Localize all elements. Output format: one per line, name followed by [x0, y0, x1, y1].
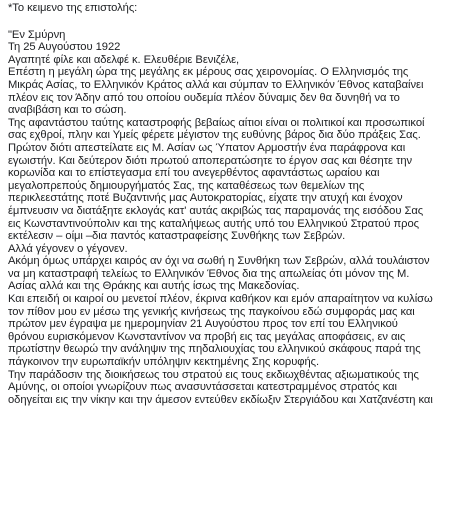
- letter-line: πρώτον μεν έγραψα με ημερομηνίαν 21 Αυγούστου προς τον επί του Ελληνικού: [8, 318, 398, 331]
- letter-line: πλέον εις τον Άδην από του οποίου ουδεμία πλέον δύναμις δεν θα δυνηθή να το: [8, 91, 400, 104]
- letter-line: Την παράδοσιν της διοικήσεως του στρατού εις τους εκδιωχθέντας αξιωματικούς της: [8, 368, 419, 381]
- letter-line: περικλεεστάτης ποτέ Βυζαντινής μας Αυτοκρατορίας, είχατε την ατυχή και ένοχον: [8, 192, 403, 205]
- letter-line: Τη 25 Αυγούστου 1922: [8, 41, 121, 54]
- letter-line: Ακόμη όμως υπάρχει καιρός αν όχι να σωθή η Συνθήκη των Σεβρών, αλλά τουλάιστον: [8, 255, 430, 268]
- letter-line: τον πίθον μου εν μέσω της γενικής κινήσεως της παγκοίνου εδώ συμφοράς μας και: [8, 305, 415, 318]
- letter-line: μεγαλοπρεπούς δημιουργήματός Σας, της καταθέσεως των θεμελίων της: [8, 179, 365, 192]
- letter-text-block: [8, 2, 472, 406]
- letter-line: αναβιβάση και το σώση.: [8, 104, 127, 117]
- letter-line: να μη καταστραφή τελείως το Ελληνικόν Έθνος δια της απωλείας ότι μόνον της Μ.: [8, 267, 410, 280]
- letter-line: Αγαπητέ φίλε και αδελφέ κ. Ελευθέριε Βενιζέλε,: [8, 53, 240, 66]
- letter-line: "Εν Σμύρνη: [8, 28, 66, 41]
- letter-heading: *Το κειμενο της επιστολής:: [8, 2, 138, 14]
- letter-line: πάγκοινον την ευρωπαϊκήν υπόληψιν κεκτημένης Σης κορυφής.: [8, 356, 320, 369]
- letter-line: εκτέλεσιν – οίμι –δια παντός καταστραφείσης Συνθήκης των Σεβρών.: [8, 230, 346, 243]
- letter-line: Μικράς Ασίας, το Ελληνικόν Κράτος αλλά και σύμπαν το Ελληνικόν Έθνος καταβαίνει: [8, 78, 424, 91]
- letter-line: Αλλά γέγονεν ο γέγονεν.: [8, 242, 128, 255]
- letter-line: κορωνίδα και το επίστεγασμα επί του ανεγερθέντος αφαντάστως ωραίου και: [8, 167, 380, 180]
- letter-line: σας εχθροί, πλην και Υμείς φέρετε μέγιστον της ευθύνης βάρος δια δύο πράξεις Σας.: [8, 129, 421, 142]
- letter-line: εγωιστήν. Και δεύτερον διότι πρωτού αποπερατώσητε το έργον σας και θέσητε την: [8, 154, 413, 167]
- letter-line: Της αφαντάστου ταύτης καταστροφής βεβαίως αίτιοι είναι οι πολιτικοί και προσωπικοί: [8, 116, 425, 129]
- letter-line: Αμύνης, οι οποίοι γνωρίζουν πως ανασυντάσσεται κατεστραμμένος στρατός και: [8, 381, 397, 394]
- letter-line: Πρώτον διότι απεστείλατε εις Μ. Ασίαν ως Ύπατον Αρμοστήν ένα παράφρονα και: [8, 141, 406, 154]
- letter-line: έμπνευσιν να διατάξητε εκλογάς κατ' αυτάς ακριβώς τας παραμονάς της εισόδου Σας: [8, 204, 424, 217]
- letter-line: θρόνου ευρισκόμενον Κωνσταντίνον να προβή εις τας μεγάλας αποφάσεις, εν αις: [8, 330, 406, 343]
- letter-line: πρωτίστην θεωρώ την ανάληψιν της πηδαλιουχίας του ελληνικού σκάφους παρά της: [8, 343, 421, 356]
- letter-line: οδηγείται εις την νίκην και την άμεσον εντεύθεν εκδίωξιν Στεργιάδου και Χατζανέστη και: [8, 393, 433, 406]
- letter-line: Και επειδή οι καιροί ου μενετοί πλέον, έκρινα καθήκον και εμόν απαραίτητον να κυλίσω: [8, 293, 433, 306]
- letter-line: εις Κωνσταντινούπολιν και της καταλήψεως αυτής υπό του Ελληνικού Στρατού προς: [8, 217, 420, 230]
- letter-line: Επέστη η μεγάλη ώρα της μεγάλης εκ μέρους σας χειρονομίας. Ο Ελληνισμός της: [8, 66, 409, 79]
- letter-line: Ασίας αλλά και της Θράκης και αυτής ίσως της Μακεδονίας.: [8, 280, 300, 293]
